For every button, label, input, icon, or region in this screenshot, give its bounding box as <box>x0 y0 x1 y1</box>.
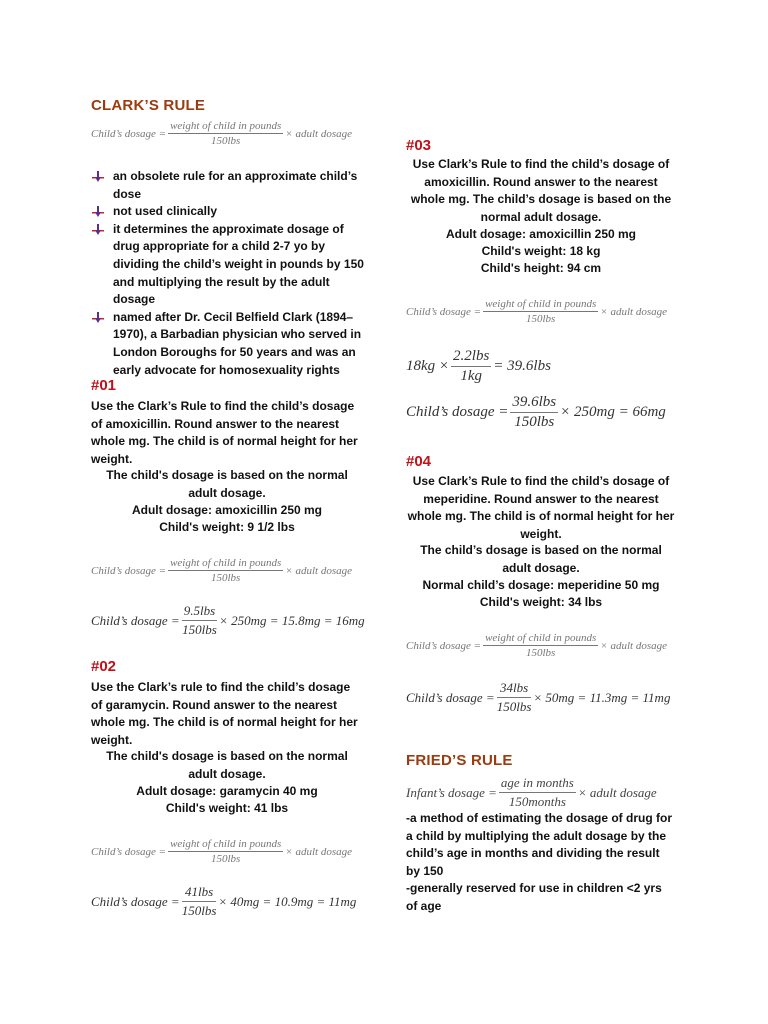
example-02-line1: The child's dosage is based on the normal adult dosage. <box>106 749 348 781</box>
example-03-line1: Adult dosage: amoxicillin 250 mg <box>445 227 637 241</box>
frieds-rule-title: FRIED’S RULE <box>406 752 513 769</box>
example-04-intro: Use Clark’s Rule to find the child’s dosage of meperidine. Round answer to the nearest whole mg. The child is of normal height for her weight. <box>407 474 675 541</box>
list-item: named after Dr. Cecil Belfield Clark (1894–1970), a Barbadian physician who served in London Boroughs for 50 years and was an early advocate for homosexuality rights <box>91 309 366 379</box>
example-01-formula: Child’s dosage = $\frac{\text{weight of child in pounds}}{\text{150lbs}}$ × adult dosage <box>91 557 352 584</box>
example-03-formula: Child’s dosage = $\frac{\text{weight of child in pounds}}{\text{150lbs}}$ × adult dosage <box>406 298 667 325</box>
formula-numerator: weight of child in pounds <box>170 120 282 132</box>
formula-rhs: × adult dosage <box>285 127 352 140</box>
example-02-formula: Child’s dosage = $\frac{\text{weight of child in pounds}}{\text{150lbs}}$ × adult dosage <box>91 838 352 865</box>
frieds-rule-text-2: -generally reserved for use in children <2 yrs of age <box>406 881 662 913</box>
example-03-line2: Child's weight: 18 kg <box>481 244 601 258</box>
example-02-calculation: Child’s dosage = $\frac{\text{41lbs}}{\text{150lbs}}$ × 40mg = 10.9mg = 11mg <box>91 884 357 918</box>
down-arrow-bullet-icon <box>92 171 104 182</box>
example-01-calculation: Child’s dosage = $\frac{\text{9.5lbs}}{\text{150lbs}}$ × 250mg = 15.8mg = 16mg <box>91 603 365 637</box>
example-04-line2: Normal child’s dosage: meperidine 50 mg <box>422 578 660 592</box>
clarks-rule-formula <box>91 120 352 147</box>
example-01-line2: Adult dosage: amoxicillin 250 mg <box>131 503 323 517</box>
down-arrow-bullet-icon <box>92 206 104 217</box>
frieds-rule-text-1: -a method of estimating the dosage of drug for a child by multiplying the adult dosage by the child’s age in months and dividing the result by 150 <box>406 811 673 878</box>
list-item: it determines the approximate dosage of drug appropriate for a child 2-7 yo by dividing the child’s weight in pounds by 150 and multiplying the result by the adult dosage <box>91 221 366 309</box>
example-01-intro: Use the Clark’s Rule to find the child’s dosage of amoxicillin. Round answer to the nearest whole mg. The child is of normal height for her weight. <box>91 399 358 466</box>
example-03-line3: Child's height: 94 cm <box>480 261 602 275</box>
example-02-number: #02 <box>91 658 117 675</box>
example-04-line1: The child’s dosage is based on the normal adult dosage. <box>420 543 662 575</box>
frieds-rule-formula: Infant’s dosage = $\frac{\text{age in months}}{\text{150months}}$ × adult dosage <box>406 775 657 809</box>
formula-fraction <box>168 120 283 147</box>
formula-denominator: 150lbs <box>211 135 241 147</box>
down-arrow-bullet-icon <box>92 312 104 323</box>
example-04-line3: Child's weight: 34 lbs <box>479 595 603 609</box>
example-04-number: #04 <box>406 453 432 470</box>
example-04-formula: Child’s dosage = $\frac{\text{weight of child in pounds}}{\text{150lbs}}$ × adult dosage <box>406 632 667 659</box>
example-01-line3: Child's weight: 9 1/2 lbs <box>159 520 295 534</box>
formula-lhs: Child’s dosage = <box>91 127 167 140</box>
list-item: not used clinically <box>91 203 366 221</box>
example-01-line1: The child's dosage is based on the normal adult dosage. <box>106 468 348 500</box>
list-item: an obsolete rule for an approximate child’s dose <box>91 168 366 203</box>
down-arrow-bullet-icon <box>92 224 104 235</box>
example-02-line3: Child's weight: 41 lbs <box>165 801 289 815</box>
example-02-intro: Use the Clark’s rule to find the child’s dosage of garamycin. Round answer to the nearest whole mg. The child is of normal height for her weight. <box>91 680 358 747</box>
example-04-calculation: Child’s dosage = $\frac{\text{34lbs}}{\text{150lbs}}$ × 50mg = 11.3mg = 11mg <box>406 680 671 714</box>
example-03-conversion: 18kg × $\frac{\text{2.2lbs}}{1kg}$ = 39.6lbs <box>406 348 551 384</box>
clarks-rule-bullet-list <box>91 168 366 379</box>
example-03-intro: Use Clark’s Rule to find the child’s dosage of amoxicillin. Round answer to the nearest whole mg. The child’s dosage is based on the normal adult dosage. <box>410 157 672 224</box>
example-03-calculation: Child’s dosage = $\frac{\text{39.6lbs}}{\text{150lbs}}$ × 250mg = 66mg <box>406 394 666 430</box>
example-02-line2: Adult dosage: garamycin 40 mg <box>136 784 318 798</box>
example-01-number: #01 <box>91 377 117 394</box>
example-03-number: #03 <box>406 137 432 154</box>
clarks-rule-title: CLARK’S RULE <box>91 97 206 114</box>
